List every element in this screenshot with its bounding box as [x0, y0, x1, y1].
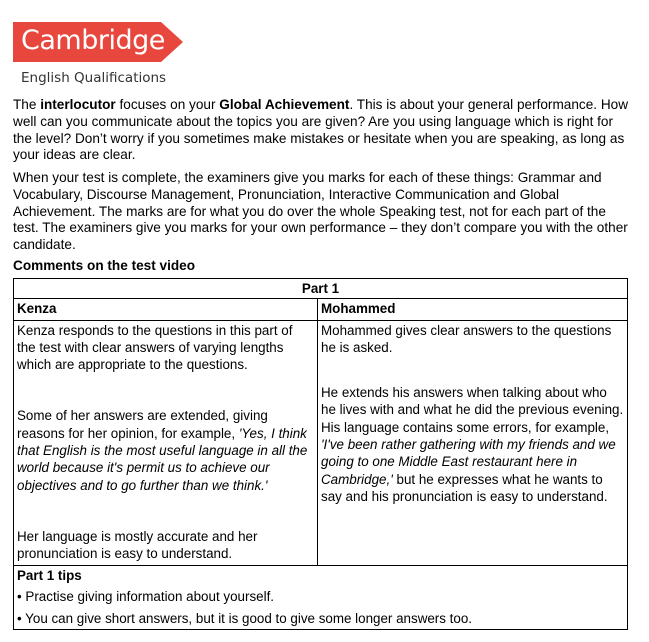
intro-paragraph-2: When your test is complete, the examiners give you marks for each of these things: Grammar and Vocabulary, Discourse Management, Pronunciation, Interactive Communication and Global Achievement. The marks are for what you do over the whole Speaking test, not for each part of the test. The examiners give you marks for your own performance – they don’t compare you with the other candidate.	[13, 170, 628, 253]
tips-box	[14, 565, 628, 630]
logo-wordmark: Cambridge	[21, 25, 165, 56]
comments-table	[13, 278, 628, 630]
tips-title: Part 1 tips	[17, 567, 82, 583]
tip-item: • Practise giving information about yourself.	[17, 588, 275, 604]
kenza-comment-1: Kenza responds to the questions in this part of the test with clear answers of varying lengths which are appropriate to the questions.	[17, 322, 293, 373]
comment-text: He extends his answers when talking about who he lives with and what he did the previous evening. His language contains some errors, for example,	[321, 385, 624, 435]
comment-quote: 'Yes, I think that English is the most useful language in all the world because it's permit us to achieve our objectives and to go further than we think.'	[17, 425, 308, 493]
intro-bold-global-achievement: Global Achievement	[219, 97, 350, 112]
kenza-comments	[14, 320, 318, 565]
intro-paragraph-1	[13, 97, 631, 164]
kenza-comment-3: Her language is mostly accurate and her pronunciation is easy to understand.	[17, 528, 258, 562]
intro-bold-interlocutor: interlocutor	[40, 97, 116, 112]
section-title: Comments on the test video	[13, 258, 196, 273]
tip-item: • You can give short answers, but it is good to give some longer answers too.	[17, 611, 473, 627]
part-heading: Part 1	[14, 279, 628, 299]
intro-text: . This is about your general performance. How well can you communicate about the topics you are given? Are you using language which is right for the level? Don’t worry if you sometimes make mistakes or hesitate when you are speaking, as long as your ideas are clear.	[13, 97, 629, 163]
mohammed-comments	[318, 320, 628, 565]
kenza-comment-2	[17, 407, 314, 493]
intro-text: The	[13, 97, 41, 112]
intro-text: focuses on your	[115, 97, 220, 112]
comment-quote: 'I've been rather gathering with my friends and we going to one Middle East restaurant here in Cambridge,'	[321, 437, 616, 487]
logo-subtitle: English Qualifications	[21, 70, 167, 86]
cambridge-logo	[13, 22, 183, 62]
comment-text: but he expresses what he wants to say and his pronunciation is easy to understand.	[321, 471, 608, 504]
column-header-mohammed: Mohammed	[318, 299, 628, 320]
mohammed-comment-2	[321, 384, 624, 505]
comment-text: Some of her answers are extended, giving reasons for her opinion, for example,	[17, 408, 268, 441]
column-header-kenza: Kenza	[14, 299, 318, 320]
mohammed-comment-1: Mohammed gives clear answers to the questions he is asked.	[321, 322, 612, 355]
